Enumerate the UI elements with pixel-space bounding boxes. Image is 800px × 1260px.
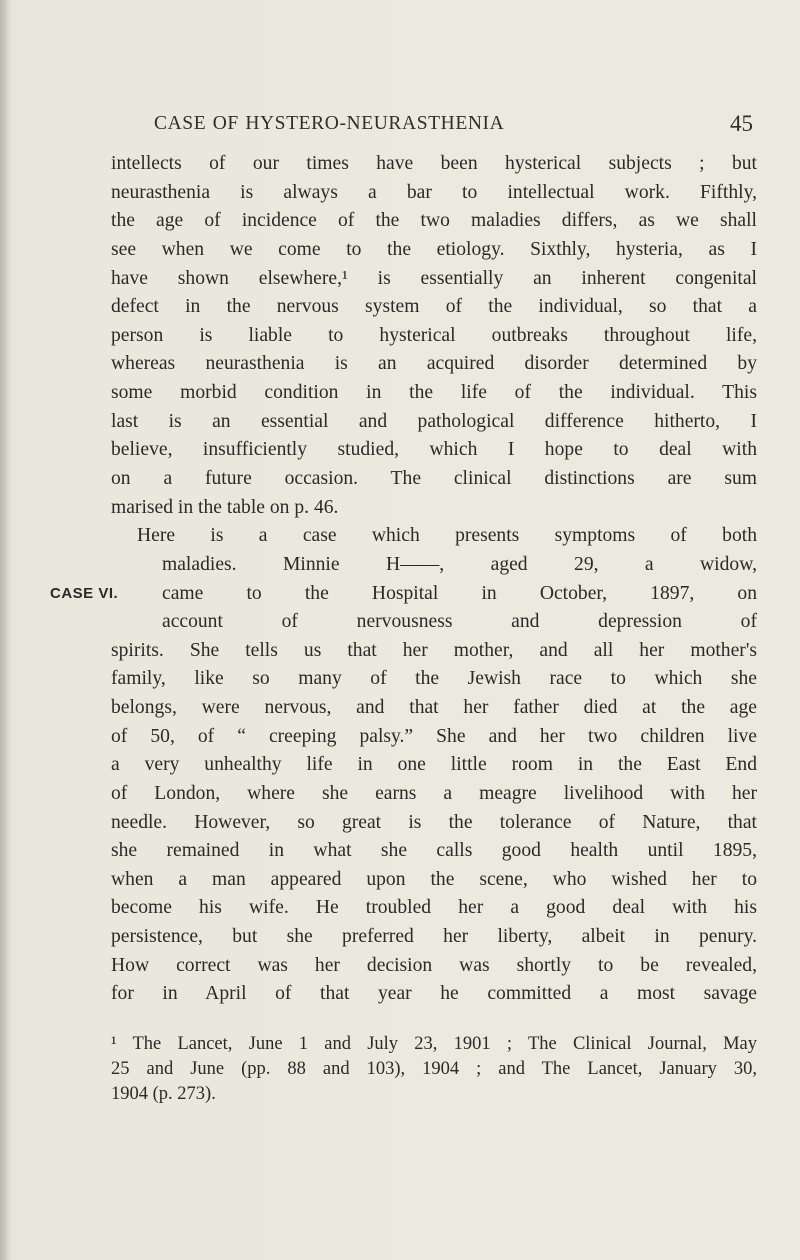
footnote-line: 25 and June (pp. 88 and 103), 1904 ; and The Lancet, January 30,: [111, 1059, 757, 1079]
text-line: become his wife. He troubled her a good deal with his: [111, 897, 757, 918]
text-line: believe, insufficiently studied, which I hope to deal with: [111, 439, 757, 460]
running-head: [0, 113, 800, 139]
text-line: intellects of our times have been hysterical subjects ; but: [111, 153, 757, 174]
case-label: CASE VI.: [50, 585, 119, 602]
page-number: 45: [730, 111, 753, 136]
text-line: last is an essential and pathological difference hitherto, I: [111, 411, 757, 432]
text-line: marised in the table on p. 46.: [111, 497, 339, 518]
text-line: neurasthenia is always a bar to intellectual work. Fifthly,: [111, 182, 757, 203]
text-line: defect in the nervous system of the individual, so that a: [111, 296, 757, 317]
text-line: How correct was her decision was shortly to be revealed,: [111, 955, 757, 976]
text-line: came to the Hospital in October, 1897, on: [162, 583, 757, 604]
text-line: she remained in what she calls good health until 1895,: [111, 840, 757, 861]
footnote-line: ¹ The Lancet, June 1 and July 23, 1901 ; The Clinical Journal, May: [111, 1034, 757, 1054]
text-line: person is liable to hysterical outbreaks throughout life,: [111, 325, 757, 346]
text-line: belongs, were nervous, and that her father died at the age: [111, 697, 757, 718]
text-line: needle. However, so great is the tolerance of Nature, that: [111, 812, 757, 833]
text-line: persistence, but she preferred her liberty, albeit in penury.: [111, 926, 757, 947]
text-line: the age of incidence of the two maladies differs, as we shall: [111, 210, 757, 231]
text-line: account of nervousness and depression of: [162, 611, 757, 632]
text-line: Here is a case which presents symptoms of both: [137, 525, 757, 546]
text-line: for in April of that year he committed a most savage: [111, 983, 757, 1004]
text-line: a very unhealthy life in one little room in the East End: [111, 754, 757, 775]
footnote-line: 1904 (p. 273).: [111, 1084, 216, 1104]
text-line: when a man appeared upon the scene, who wished her to: [111, 869, 757, 890]
text-line: see when we come to the etiology. Sixthly, hysteria, as I: [111, 239, 757, 260]
page-gutter-shadow: [0, 0, 10, 1260]
text-line: whereas neurasthenia is an acquired disorder determined by: [111, 353, 757, 374]
running-title: CASE OF HYSTERO-NEURASTHENIA: [154, 113, 505, 134]
text-line: spirits. She tells us that her mother, and all her mother's: [111, 640, 757, 661]
text-line: maladies. Minnie H——, aged 29, a widow,: [162, 554, 757, 575]
text-line: family, like so many of the Jewish race to which she: [111, 668, 757, 689]
text-line: some morbid condition in the life of the individual. This: [111, 382, 757, 403]
text-line: on a future occasion. The clinical distinctions are sum: [111, 468, 757, 489]
text-line: have shown elsewhere,¹ is essentially an inherent congenital: [111, 268, 757, 289]
text-line: of 50, of “ creeping palsy.” She and her two children live: [111, 726, 757, 747]
text-line: of London, where she earns a meagre livelihood with her: [111, 783, 757, 804]
